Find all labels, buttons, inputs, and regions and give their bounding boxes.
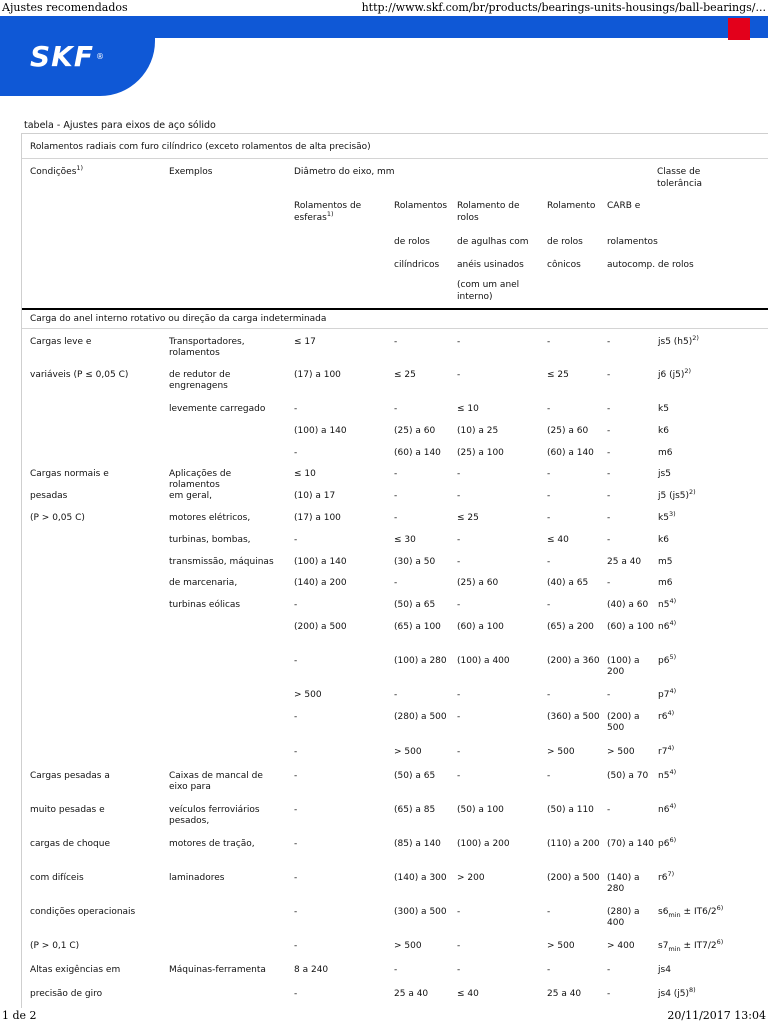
tolerance-value: n5 [658, 600, 670, 610]
header-carb-3: autocomp. de rolos [607, 260, 694, 270]
footnote-ref: 6) [716, 938, 724, 946]
tapered-diameter-cell: - [547, 600, 551, 610]
carb-diameter-cell: (280) a 400 [607, 907, 640, 928]
example-cell: Caixas de mancal de eixo para [169, 771, 263, 792]
tolerance-class-cell [658, 709, 675, 723]
header-conditions-label: Condições [30, 167, 77, 177]
tolerance-value: js4 [658, 965, 671, 975]
carb-diameter-cell: - [607, 513, 611, 523]
footnote-ref: 3) [668, 510, 676, 518]
tapered-diameter-cell: - [547, 469, 551, 479]
carb-diameter-cell: > 400 [607, 941, 635, 951]
tapered-diameter-cell: > 500 [547, 747, 575, 757]
header-taper-3: cônicos [547, 260, 581, 270]
tolerance-class-cell [658, 653, 677, 667]
cylindrical-diameter-cell: - [394, 690, 398, 700]
carb-diameter-cell: (50) a 70 [607, 771, 649, 781]
tolerance-value: j6 (j5) [658, 370, 685, 380]
tolerance-value: k5 [658, 513, 669, 523]
header-diameter: Diâmetro do eixo, mm [294, 167, 395, 177]
example-cell: transmissão, máquinas [169, 557, 274, 567]
tolerance-class-cell [658, 510, 676, 524]
tolerance-class-cell [658, 367, 692, 381]
ball-diameter-cell: - [294, 839, 298, 849]
tapered-diameter-cell: ≤ 40 [547, 535, 569, 545]
carb-diameter-cell: - [607, 989, 611, 999]
tolerance-value: m6 [658, 578, 673, 588]
fits-table [21, 133, 768, 1008]
header-taper-2: de rolos [547, 237, 583, 247]
tolerance-class-cell [658, 488, 696, 502]
carb-diameter-cell: - [607, 337, 611, 347]
tapered-diameter-cell: - [547, 404, 551, 414]
tolerance-class-cell [658, 404, 669, 415]
example-cell: Transportadores, rolamentos [169, 337, 245, 358]
header-needle-6: interno) [457, 292, 493, 302]
table-caption: tabela - Ajustes para eixos de aço sólido [24, 120, 216, 131]
tolerance-value: p7 [658, 690, 670, 700]
condition-cell: Altas exigências em [30, 965, 121, 975]
cylindrical-diameter-cell: (60) a 140 [394, 448, 441, 458]
ball-diameter-cell: (140) a 200 [294, 578, 347, 588]
tolerance-value: r6 [658, 712, 668, 722]
needle-diameter-cell: - [457, 469, 461, 479]
condition-cell: cargas de choque [30, 839, 111, 849]
needle-diameter-cell: - [457, 491, 461, 501]
tapered-diameter-cell: ≤ 25 [547, 370, 569, 380]
example-cell: Máquinas-ferramenta [169, 965, 266, 975]
needle-diameter-cell: ≤ 10 [457, 404, 479, 414]
carb-diameter-cell: - [607, 578, 611, 588]
tolerance-value: k6 [658, 426, 669, 436]
header-ball-2 [294, 210, 334, 224]
tolerance-class-cell [658, 744, 675, 758]
header-ball-1: Rolamentos de [294, 201, 362, 211]
print-timestamp: 20/11/2017 13:04 [667, 1009, 766, 1022]
header-needle-5: (com um anel [457, 280, 520, 290]
tolerance-value: js4 (j5) [658, 989, 690, 999]
tapered-diameter-cell: 25 a 40 [547, 989, 582, 999]
cylindrical-diameter-cell: - [394, 513, 398, 523]
needle-diameter-cell: - [457, 712, 461, 722]
condition-cell: (P > 0,05 C) [30, 513, 85, 523]
footnote-ref: 6) [669, 836, 677, 844]
header-needle-1: Rolamento de [457, 201, 520, 211]
ball-diameter-cell: - [294, 771, 298, 781]
footnote-ref: 4) [669, 619, 677, 627]
cylindrical-diameter-cell: (85) a 140 [394, 839, 441, 849]
tolerance-class-cell [658, 597, 677, 611]
tolerance-class-cell [658, 426, 669, 437]
carb-diameter-cell: (140) a 280 [607, 873, 640, 894]
carb-diameter-cell: - [607, 535, 611, 545]
tolerance-class-cell [658, 802, 677, 816]
tapered-diameter-cell: - [547, 965, 551, 975]
cylindrical-diameter-cell: ≤ 25 [394, 370, 416, 380]
header-needle-2: rolos [457, 213, 479, 223]
needle-diameter-cell: - [457, 690, 461, 700]
example-cell: levemente carregado [169, 404, 266, 414]
cylindrical-diameter-cell: - [394, 578, 398, 588]
cylindrical-diameter-cell: (280) a 500 [394, 712, 447, 722]
carb-diameter-cell: - [607, 404, 611, 414]
ball-diameter-cell: - [294, 747, 298, 757]
header-taper-1: Rolamento [547, 201, 596, 211]
cylindrical-diameter-cell: (65) a 100 [394, 622, 441, 632]
ball-diameter-cell: - [294, 989, 298, 999]
ball-diameter-cell: > 500 [294, 690, 322, 700]
tolerance-class-cell [658, 768, 677, 782]
example-cell: turbinas eólicas [169, 600, 241, 610]
brand-name: SKF [30, 39, 94, 73]
tolerance-value: k6 [658, 535, 669, 545]
carb-diameter-cell: (40) a 60 [607, 600, 649, 610]
tolerance-value: p6 [658, 656, 670, 666]
footnote-ref: 2) [684, 367, 692, 375]
needle-diameter-cell: - [457, 337, 461, 347]
tolerance-class-cell [658, 334, 699, 348]
needle-diameter-cell: (60) a 100 [457, 622, 504, 632]
ball-diameter-cell: - [294, 805, 298, 815]
cylindrical-diameter-cell: (65) a 85 [394, 805, 436, 815]
cylindrical-diameter-cell: (50) a 65 [394, 600, 436, 610]
carb-diameter-cell: - [607, 469, 611, 479]
tolerance-class-cell [658, 557, 673, 568]
tolerance-tail: ± IT7/2 [680, 941, 717, 951]
ball-diameter-cell: - [294, 448, 298, 458]
brand-banner [0, 16, 768, 96]
tolerance-class-cell [658, 448, 673, 459]
header-tolerance-2: tolerância [657, 179, 702, 189]
footnote-ref: 4) [669, 802, 677, 810]
skf-logo[interactable] [0, 16, 155, 96]
carb-diameter-cell: - [607, 426, 611, 436]
tolerance-value: n6 [658, 622, 670, 632]
ball-diameter-cell: ≤ 17 [294, 337, 316, 347]
carb-diameter-cell: - [607, 805, 611, 815]
footnote-ref: 4) [669, 768, 677, 776]
ball-diameter-cell: (100) a 140 [294, 557, 347, 567]
header-conditions [30, 164, 84, 178]
tolerance-value: js5 [658, 469, 671, 479]
tolerance-value: r7 [658, 747, 668, 757]
header-conditions-note: 1) [76, 164, 84, 172]
needle-diameter-cell: - [457, 771, 461, 781]
carb-diameter-cell: (200) a 500 [607, 712, 640, 733]
tolerance-class-cell [658, 904, 724, 919]
tapered-diameter-cell: (50) a 110 [547, 805, 594, 815]
ball-diameter-cell: - [294, 941, 298, 951]
needle-diameter-cell: - [457, 535, 461, 545]
header-examples: Exemplos [169, 167, 213, 177]
tolerance-value: r6 [658, 873, 668, 883]
needle-diameter-cell: (100) a 200 [457, 839, 510, 849]
tapered-diameter-cell: - [547, 513, 551, 523]
ball-diameter-cell: - [294, 712, 298, 722]
header-tolerance-1: Classe de [657, 167, 701, 177]
example-cell: de redutor de engrenagens [169, 370, 231, 391]
tolerance-value: n5 [658, 771, 670, 781]
print-footer [0, 1008, 768, 1024]
tolerance-class-cell [658, 469, 671, 480]
needle-diameter-cell: > 200 [457, 873, 485, 883]
tapered-diameter-cell: - [547, 491, 551, 501]
needle-diameter-cell: (50) a 100 [457, 805, 504, 815]
ball-diameter-cell: (200) a 500 [294, 622, 347, 632]
ball-diameter-cell: 8 a 240 [294, 965, 329, 975]
carb-diameter-cell: - [607, 448, 611, 458]
tolerance-subscript: min [668, 944, 681, 953]
tolerance-value: j5 (js5) [658, 491, 690, 501]
tolerance-class-cell [658, 687, 677, 701]
example-cell: motores de tração, [169, 839, 255, 849]
example-cell: Aplicações de rolamentos [169, 469, 232, 490]
header-cyl-1: Rolamentos [394, 201, 448, 211]
condition-cell: pesadas [30, 491, 68, 501]
header-cyl-2: de rolos [394, 237, 430, 247]
tolerance-value: n6 [658, 805, 670, 815]
header-cyl-3: cilíndricos [394, 260, 440, 270]
carb-diameter-cell: (100) a 200 [607, 656, 640, 677]
carb-diameter-cell: > 500 [607, 747, 635, 757]
carb-diameter-cell: - [607, 965, 611, 975]
tapered-diameter-cell: - [547, 337, 551, 347]
example-cell: motores elétricos, [169, 513, 251, 523]
header-carb-1: CARB e [607, 201, 641, 211]
cylindrical-diameter-cell: - [394, 404, 398, 414]
tolerance-class-cell [658, 938, 724, 953]
header-carb-2: rolamentos [607, 237, 658, 247]
ball-diameter-cell: - [294, 656, 298, 666]
tapered-diameter-cell: - [547, 907, 551, 917]
cylindrical-diameter-cell: ≤ 30 [394, 535, 416, 545]
example-cell: de marcenaria, [169, 578, 238, 588]
needle-diameter-cell: - [457, 747, 461, 757]
tapered-diameter-cell: (110) a 200 [547, 839, 600, 849]
tapered-diameter-cell: - [547, 690, 551, 700]
tolerance-value: k5 [658, 404, 669, 414]
footnote-ref: 2) [692, 334, 699, 342]
condition-cell: variáveis (P ≤ 0,05 C) [30, 370, 129, 380]
footnote-ref: 8) [689, 986, 696, 994]
cylindrical-diameter-cell: (50) a 65 [394, 771, 436, 781]
needle-diameter-cell: (25) a 60 [457, 578, 499, 588]
page-counter: 1 de 2 [2, 1009, 37, 1022]
condition-cell: muito pesadas e [30, 805, 105, 815]
footnote-ref: 7) [667, 870, 675, 878]
footnote-ref: 2) [689, 488, 696, 496]
footnote-ref: 6) [716, 904, 724, 912]
tolerance-class-cell [658, 578, 673, 589]
needle-diameter-cell: - [457, 370, 461, 380]
carb-diameter-cell: 25 a 40 [607, 557, 642, 567]
tapered-diameter-cell: - [547, 557, 551, 567]
header-rule [22, 308, 768, 310]
needle-diameter-cell: (100) a 400 [457, 656, 510, 666]
tolerance-class-cell [658, 986, 696, 1000]
needle-diameter-cell: ≤ 40 [457, 989, 479, 999]
cylindrical-diameter-cell: (100) a 280 [394, 656, 447, 666]
footnote-ref: 4) [667, 744, 675, 752]
cylindrical-diameter-cell: (300) a 500 [394, 907, 447, 917]
needle-diameter-cell: (25) a 100 [457, 448, 504, 458]
condition-cell: precisão de giro [30, 989, 103, 999]
cylindrical-diameter-cell: 25 a 40 [394, 989, 429, 999]
needle-diameter-cell: - [457, 557, 461, 567]
page-url[interactable]: http://www.skf.com/br/products/bearings-units-housings/ball-bearings/... [361, 1, 766, 14]
needle-diameter-cell: - [457, 600, 461, 610]
tapered-diameter-cell: (200) a 360 [547, 656, 600, 666]
tolerance-class-cell [658, 619, 677, 633]
needle-diameter-cell: - [457, 941, 461, 951]
example-cell: em geral, [169, 491, 212, 501]
needle-diameter-cell: - [457, 907, 461, 917]
cylindrical-diameter-cell: (140) a 300 [394, 873, 447, 883]
tapered-diameter-cell: (65) a 200 [547, 622, 594, 632]
tolerance-value: m5 [658, 557, 673, 567]
carb-diameter-cell: - [607, 370, 611, 380]
ball-diameter-cell: (17) a 100 [294, 370, 341, 380]
needle-diameter-cell: ≤ 25 [457, 513, 479, 523]
tolerance-value: s6 [658, 907, 669, 917]
title-divider [22, 158, 768, 159]
needle-diameter-cell: (10) a 25 [457, 426, 499, 436]
carb-diameter-cell: (70) a 140 [607, 839, 654, 849]
section-divider [22, 328, 768, 329]
registered-mark: ® [96, 51, 104, 61]
tolerance-value: m6 [658, 448, 673, 458]
header-needle-4: anéis usinados [457, 260, 524, 270]
header-ball-note: 1) [326, 210, 334, 218]
tapered-diameter-cell: (25) a 60 [547, 426, 589, 436]
tolerance-subscript: min [668, 910, 681, 919]
ball-diameter-cell: (17) a 100 [294, 513, 341, 523]
ball-diameter-cell: - [294, 600, 298, 610]
condition-cell: Cargas leve e [30, 337, 92, 347]
footnote-ref: 4) [669, 597, 677, 605]
tapered-diameter-cell: (200) a 500 [547, 873, 600, 883]
footnote-ref: 4) [669, 687, 677, 695]
cylindrical-diameter-cell: - [394, 337, 398, 347]
tolerance-class-cell [658, 965, 671, 976]
ball-diameter-cell: - [294, 907, 298, 917]
condition-cell: com difíceis [30, 873, 84, 883]
tolerance-tail: ± IT6/2 [680, 907, 717, 917]
footnote-ref: 4) [667, 709, 675, 717]
condition-cell: (P > 0,1 C) [30, 941, 80, 951]
tapered-diameter-cell: - [547, 771, 551, 781]
page-title: Ajustes recomendados [2, 1, 128, 14]
tapered-diameter-cell: > 500 [547, 941, 575, 951]
ball-diameter-cell: - [294, 535, 298, 545]
ball-diameter-cell: (10) a 17 [294, 491, 336, 501]
tapered-diameter-cell: (60) a 140 [547, 448, 594, 458]
red-accent-square [728, 18, 750, 40]
ball-diameter-cell: (100) a 140 [294, 426, 347, 436]
tolerance-class-cell [658, 535, 669, 546]
tolerance-class-cell [658, 836, 677, 850]
cylindrical-diameter-cell: (25) a 60 [394, 426, 436, 436]
carb-diameter-cell: (60) a 100 [607, 622, 654, 632]
tolerance-value: s7 [658, 941, 669, 951]
carb-diameter-cell: - [607, 690, 611, 700]
header-ball-2-label: esferas [294, 213, 327, 223]
carb-diameter-cell: - [607, 491, 611, 501]
cylindrical-diameter-cell: - [394, 491, 398, 501]
table-title: Rolamentos radiais com furo cilíndrico (exceto rolamentos de alta precisão) [30, 142, 371, 152]
print-header [0, 0, 768, 16]
example-cell: laminadores [169, 873, 225, 883]
condition-cell: Cargas normais e [30, 469, 109, 479]
cylindrical-diameter-cell: - [394, 965, 398, 975]
section-title: Carga do anel interno rotativo ou direção da carga indeterminada [30, 314, 327, 324]
cylindrical-diameter-cell: - [394, 469, 398, 479]
condition-cell: condições operacionais [30, 907, 136, 917]
cylindrical-diameter-cell: > 500 [394, 747, 422, 757]
tolerance-value: js5 (h5) [658, 337, 693, 347]
ball-diameter-cell: - [294, 873, 298, 883]
example-cell: turbinas, bombas, [169, 535, 251, 545]
tapered-diameter-cell: (40) a 65 [547, 578, 589, 588]
condition-cell: Cargas pesadas a [30, 771, 110, 781]
tapered-diameter-cell: (360) a 500 [547, 712, 600, 722]
needle-diameter-cell: - [457, 965, 461, 975]
tolerance-class-cell [658, 870, 675, 884]
cylindrical-diameter-cell: (30) a 50 [394, 557, 436, 567]
footnote-ref: 5) [669, 653, 677, 661]
example-cell: veículos ferroviários pesados, [169, 805, 260, 826]
header-needle-3: de agulhas com [457, 237, 529, 247]
tolerance-value: p6 [658, 839, 670, 849]
cylindrical-diameter-cell: > 500 [394, 941, 422, 951]
ball-diameter-cell: ≤ 10 [294, 469, 316, 479]
ball-diameter-cell: - [294, 404, 298, 414]
